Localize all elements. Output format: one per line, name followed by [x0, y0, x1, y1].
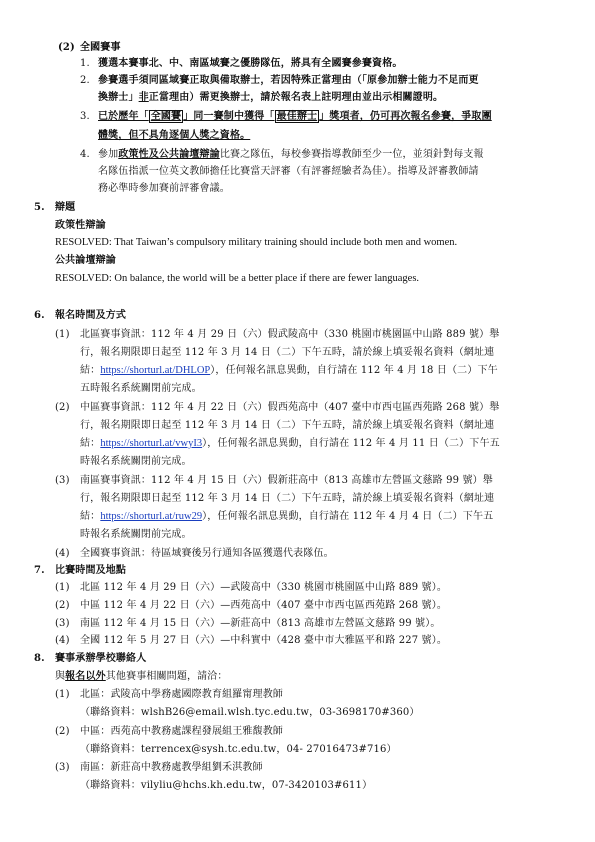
- registration-link-south[interactable]: https://shorturl.at/ruw29: [100, 511, 203, 522]
- text-fragment: ），任何報名訊息異動，自行請在 112 年 4 月 11 日（二）下午五: [202, 438, 500, 449]
- item-text: 參賽選手須同區域賽正取與備取辦士，若因特殊正當理由（「原參加辦士能力不足而更: [98, 75, 479, 86]
- text-fragment: 比賽之隊伍，每校參賽指導教師至少一位，並須針對每支報: [219, 149, 484, 160]
- item-text: 獲選本賽事北、中、南區域賽之優勝隊伍，將具有全國賽參賽資格。: [98, 58, 403, 69]
- item-text: 務必準時參加賽前評審會議。: [98, 183, 230, 194]
- item-number: (4): [55, 548, 70, 559]
- resolution-text: RESOLVED: On balance, the world will be a better place if there are fewer languages.: [55, 273, 420, 284]
- text-fragment: 結：: [80, 511, 101, 522]
- contact-info: （聯絡資料：vilyliu@hchs.kh.edu.tw，07-3420103#611）: [80, 780, 373, 791]
- intro-line: [55, 670, 228, 683]
- item-text: 名隊伍指派一位英文教師擔任比賽當天評審（有評審經驗者為佳）。指導及評審教師請: [98, 166, 479, 177]
- subheading: 政策性辯論: [55, 220, 106, 231]
- section-5-number: 5.: [34, 202, 45, 213]
- item-number: (1): [55, 689, 70, 700]
- item-text: 南區 112 年 4 月 15 日（六）—新莊高中（813 高雄市左營區文慈路 99 號）。: [80, 618, 441, 629]
- item-text: 中區 112 年 4 月 22 日（六）—西苑高中（407 臺中市西屯區西苑路 268 號）。: [80, 600, 448, 611]
- boxed-text: 全國賽: [150, 111, 182, 122]
- underlined-text: 非: [138, 92, 149, 103]
- section-2-title: 全國賽事: [80, 42, 121, 53]
- item-number: (2): [55, 600, 70, 611]
- text-fragment: 換辦士」: [98, 92, 139, 103]
- item-number: 4.: [80, 149, 90, 160]
- section-7-number: 7.: [34, 565, 45, 576]
- item-text-line: [80, 510, 493, 523]
- text-fragment: 參加: [98, 149, 119, 160]
- underlined-text: 報名以外: [65, 671, 106, 682]
- item-number: (3): [55, 618, 70, 629]
- item-text: 南區賽事資訊：112 年 4 月 15 日（六）假新莊高中（813 高雄市左營區文慈路 99 號）舉: [80, 475, 493, 486]
- section-5-title: 辯題: [55, 202, 76, 213]
- text-fragment: 」獎項者，仍可再次報名參賽，爭取團: [319, 111, 492, 122]
- text-fragment: 已於歷年「: [98, 111, 149, 122]
- item-text: 行，報名期限即日起至 112 年 3 月 14 日（二）下午五時，請於線上填妥報名資料（網址連: [80, 420, 495, 431]
- text-fragment: 其他賽事相關問題，請洽：: [105, 671, 228, 682]
- item-number: (1): [55, 582, 70, 593]
- item-text: 中區賽事資訊：112 年 4 月 22 日（六）假西苑高中（407 臺中市西屯區西苑路 268 號）舉: [80, 402, 500, 413]
- section-6-number: 6.: [34, 310, 45, 321]
- section-8-number: 8.: [34, 653, 45, 664]
- item-number: (2): [55, 402, 70, 413]
- item-text: 全國 112 年 5 月 27 日（六）—中科實中（428 臺中市大雅區平和路 227 號）。: [80, 635, 448, 646]
- text-fragment: ），任何報名訊息異動，自行請在 112 年 4 月 18 日（二）下午: [210, 365, 498, 376]
- item-number: (2): [55, 726, 70, 737]
- item-text: 行，報名期限即日起至 112 年 3 月 14 日（二）下午五時，請於線上填妥報名資料（網址連: [80, 347, 495, 358]
- subheading: 公共論壇辯論: [55, 255, 116, 266]
- text-fragment: 結：: [80, 438, 101, 449]
- item-number: (3): [55, 475, 70, 486]
- text-fragment: 與: [55, 671, 66, 682]
- section-8-title: 賽事承辦學校聯絡人: [55, 653, 147, 664]
- contact-name: 中區：西苑高中教務處課程發展組王雅馥教師: [80, 726, 283, 737]
- item-number: (1): [55, 329, 70, 340]
- item-number: (3): [55, 762, 70, 773]
- text-fragment: ），任何報名訊息異動，自行請在 112 年 4 月 4 日（二）下午五: [202, 511, 494, 522]
- contact-name: 北區：武陵高中學務處國際教育組羅甯理教師: [80, 689, 283, 700]
- item-text: 行，報名期限即日起至 112 年 3 月 14 日（二）下午五時，請於線上填妥報名資料（網址連: [80, 493, 495, 504]
- item-text-line: [98, 148, 484, 161]
- text-fragment: 結：: [80, 365, 101, 376]
- text-fragment: 」同一賽制中獲得「: [183, 111, 275, 122]
- item-text-line: [80, 437, 500, 450]
- contact-info: （聯絡資料：terrencex@sysh.tc.edu.tw，04- 27016473#716）: [80, 744, 397, 755]
- text-fragment: 正當理由）需更換辦士，請於報名表上註明理由並出示相關證明。: [148, 92, 444, 103]
- item-text-line: [98, 91, 443, 104]
- item-text-line: [80, 364, 498, 377]
- item-text: 時報名系統關閉前完成。: [80, 529, 192, 540]
- item-number: 2.: [80, 75, 90, 86]
- item-text: 北區賽事資訊：112 年 4 月 29 日（六）假武陵高中（330 桃園市桃園區中山路 889 號）舉: [80, 329, 500, 340]
- item-text: 五時報名系統關閉前完成。: [80, 383, 202, 394]
- item-number: 3.: [80, 111, 90, 122]
- item-number: (4): [55, 635, 70, 646]
- boxed-text: 最佳辦士: [276, 111, 318, 122]
- item-text: 體獎，但不具角逐個人獎之資格。: [98, 130, 251, 141]
- contact-info: （聯絡資料：wlshB26@email.wlsh.tyc.edu.tw，03-3698170#360）: [80, 707, 420, 718]
- item-text: 北區 112 年 4 月 29 日（六）—武陵高中（330 桃園市桃園區中山路 889 號）。: [80, 582, 448, 593]
- item-text: 時報名系統關閉前完成。: [80, 456, 192, 467]
- underlined-text: 政策性及公共論壇辯論: [118, 149, 220, 160]
- section-7-title: 比賽時間及地點: [55, 565, 127, 576]
- resolution-text: RESOLVED: That Taiwan’s compulsory military training should include both men and women.: [55, 237, 458, 248]
- section-6-title: 報名時間及方式: [55, 310, 127, 321]
- section-2-number: (2): [58, 42, 75, 53]
- item-text: 全國賽事資訊：待區域賽後另行通知各區獲選代表隊伍。: [80, 548, 334, 559]
- item-text-line: [98, 110, 492, 123]
- contact-name: 南區：新莊高中教務處教學組劉禾淇教師: [80, 762, 263, 773]
- registration-link-central[interactable]: https://shorturl.at/vwyI3: [100, 438, 203, 449]
- registration-link-north[interactable]: https://shorturl.at/DHLOP: [100, 365, 211, 376]
- item-number: 1.: [80, 58, 90, 69]
